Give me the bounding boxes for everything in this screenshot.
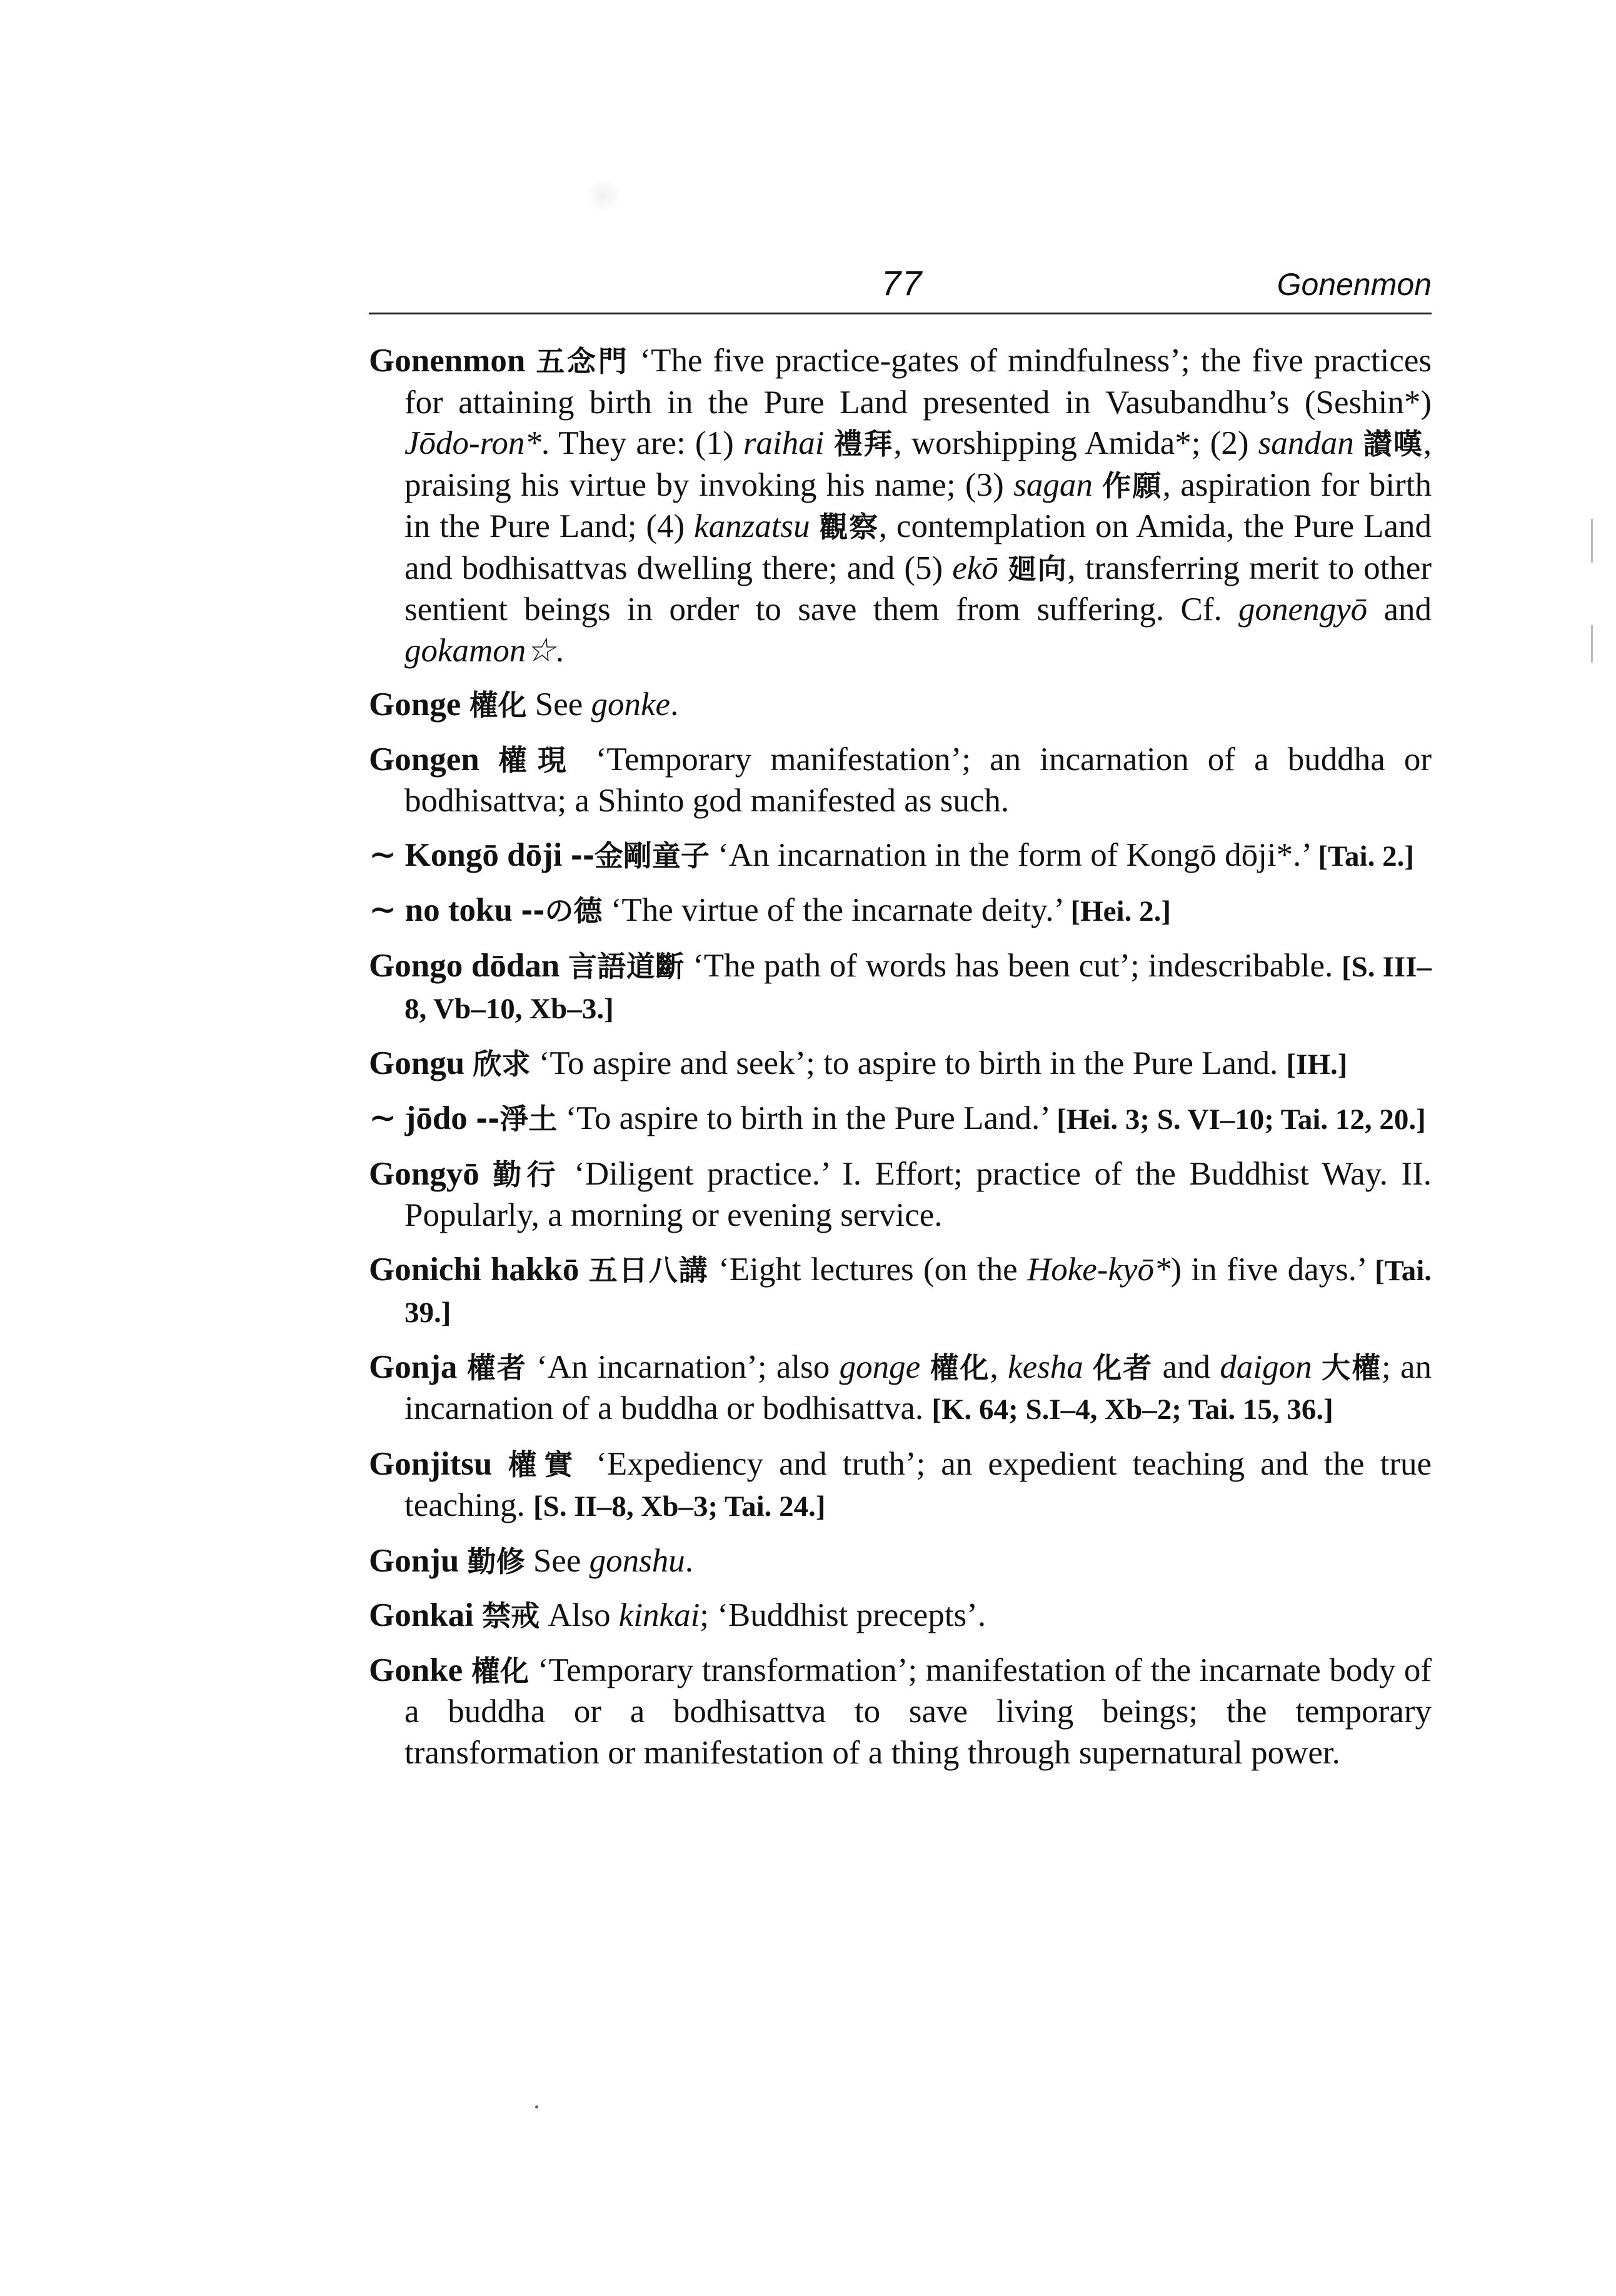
cross-reference: gonke <box>591 686 671 723</box>
entry-gongyo <box>369 1154 1432 1236</box>
definition-text: . <box>555 632 565 669</box>
italic-term: gokamon☆ <box>404 632 556 669</box>
kanji: 權化 <box>471 1653 529 1688</box>
kanji: --の德 <box>521 894 603 928</box>
definition-text: ; an incarnation of a buddha or bodhisattva. <box>404 1348 1432 1426</box>
definition-text: , aspiration for birth in the Pure Land; (4) <box>404 466 1432 544</box>
headword: Gonja <box>369 1348 458 1385</box>
kanji: 權現 <box>498 743 577 777</box>
source-reference: [Tai. 2.] <box>1318 840 1414 873</box>
headword: no toku <box>396 892 513 928</box>
kanji: 欣求 <box>473 1046 531 1081</box>
definition-text: and <box>1153 1348 1220 1385</box>
definition-text: ‘To aspire and seek’; to aspire to birth in the Pure Land. <box>530 1045 1287 1081</box>
italic-term: daigon <box>1220 1348 1312 1385</box>
headword: Gonenmon <box>369 343 526 379</box>
definition-text: ‘To aspire to birth in the Pure Land.’ <box>557 1100 1057 1136</box>
definition-text: See <box>524 1542 590 1579</box>
definition-text: ‘Temporary transformation’; manifestation of the incarnate body of a buddha or a bodhisattva to save living beings; the temporary transformation or manifestation of a thing through supernatural power. <box>404 1652 1432 1771</box>
scan-smudge <box>581 181 625 209</box>
header-rule <box>369 313 1432 314</box>
definition-text: . They are: (1) <box>541 425 743 461</box>
scan-speck <box>535 2105 538 2108</box>
italic-term: gonengyō <box>1238 591 1368 628</box>
definition-text: ‘Temporary manifestation’; an incarnation of a buddha or bodhisattva; a Shinto god manifested as such. <box>404 741 1432 819</box>
subentry-no-toku <box>369 890 1432 933</box>
definition-text: , transferring merit to other sentient beings in order to save them from suffering. Cf. <box>404 549 1432 628</box>
kanji: 權化 <box>469 688 527 722</box>
definition-text: , praising his virtue by invoking his name; (3) <box>404 425 1432 503</box>
headword: Gonju <box>369 1542 459 1579</box>
definition-text: ‘An incarnation in the form of Kongō dōji*.’ <box>709 836 1318 873</box>
headword: Gongu <box>369 1045 465 1081</box>
kanji: 大權 <box>1321 1350 1382 1385</box>
scan-edge-mark <box>1591 519 1593 563</box>
definition-text: ‘The five practice-gates of mindfulness’; the five practices for attaining birth in the Pure Land presented in Vasubandhu’s (Seshin*) <box>404 343 1432 421</box>
definition-text: ‘The virtue of the incarnate deity.’ <box>602 892 1071 928</box>
definition-text: ‘Diligent practice.’ I. Effort; practice of the Buddhist Way. II. Popularly, a morning or evening service. <box>404 1155 1432 1233</box>
entry-gonichi-hakko <box>369 1250 1432 1334</box>
entry-gonenmon <box>369 341 1432 671</box>
headword: Gonkai <box>369 1597 474 1633</box>
italic-term: Hoke-kyō* <box>1026 1251 1171 1288</box>
entry-gonju <box>369 1541 1432 1583</box>
italic-term: sandan <box>1258 425 1354 461</box>
definition-text: , worshipping Amida*; (2) <box>893 425 1258 461</box>
source-reference: [S. II–8, Xb–3; Tai. 24.] <box>533 1490 826 1523</box>
kanji: 作願 <box>1102 468 1163 503</box>
kanji: --淨土 <box>476 1102 558 1136</box>
headword: jōdo <box>396 1100 468 1136</box>
page-number: 77 <box>881 263 923 303</box>
kanji: 觀察 <box>819 510 879 544</box>
entry-gonjitsu <box>369 1444 1432 1528</box>
definition-text: See <box>526 686 591 723</box>
definition-text: ) in five days.’ <box>1170 1251 1375 1288</box>
running-head-word: Gonenmon <box>1277 267 1432 302</box>
kanji: 化者 <box>1093 1350 1153 1385</box>
italic-term: kanzatsu <box>694 508 810 544</box>
entry-gongen <box>369 739 1432 822</box>
entry-gongo-dodan <box>369 946 1432 1030</box>
headword: Gonjitsu <box>369 1445 493 1482</box>
italic-term: raihai <box>743 425 825 461</box>
tilde-mark: ∼ <box>369 836 397 873</box>
headword: Gongyō <box>369 1155 479 1192</box>
entry-gonkai <box>369 1595 1432 1637</box>
kanji: 五念門 <box>536 344 630 378</box>
source-reference: [IH.] <box>1286 1048 1348 1081</box>
kanji: 權實 <box>508 1447 581 1481</box>
scan-edge-mark <box>1591 625 1593 663</box>
tilde-mark: ∼ <box>369 1100 397 1136</box>
kanji: 勤修 <box>467 1544 525 1578</box>
definition-text: ‘Expediency and truth’; an expedient teaching and the true teaching. <box>404 1445 1432 1523</box>
definition-text: ‘An incarnation’; also <box>526 1348 840 1385</box>
definition-text: Also <box>540 1597 619 1633</box>
tilde-mark: ∼ <box>369 892 397 928</box>
headword: Gongo dōdan <box>369 947 560 984</box>
headword: Gongen <box>369 741 479 778</box>
kanji: 五日八講 <box>588 1253 709 1287</box>
kanji: 言語道斷 <box>568 949 685 983</box>
definition-text: , <box>990 1348 1008 1385</box>
italic-term: sagan <box>1013 466 1093 503</box>
headword: Gonge <box>369 686 461 723</box>
italic-term: kinkai <box>618 1597 700 1633</box>
definition-text: , contemplation on Amida, the Pure Land and bodhisattvas dwelling there; and (5) <box>404 508 1432 586</box>
kanji: 權者 <box>466 1350 527 1385</box>
subentry-kongo-doji <box>369 835 1432 878</box>
entry-gongu <box>369 1043 1432 1086</box>
italic-term: ekō <box>952 549 998 586</box>
cross-reference: gonshu <box>589 1542 685 1579</box>
entry-gonja <box>369 1347 1432 1431</box>
source-reference: [Hei. 3; S. VI–10; Tai. 12, 20.] <box>1056 1103 1426 1136</box>
headword: Gonichi hakkō <box>369 1251 580 1288</box>
kanji: 禮拜 <box>833 427 894 461</box>
entry-gonke <box>369 1650 1432 1774</box>
definition-text: ‘The path of words has been cut’; indescribable. <box>684 947 1342 984</box>
definition-text: . <box>685 1542 693 1579</box>
entry-list <box>369 341 1432 1787</box>
italic-term: Jōdo-ron* <box>404 425 541 461</box>
entry-gonge <box>369 684 1432 726</box>
kanji: 權化 <box>930 1350 990 1385</box>
kanji: 讃嘆 <box>1363 427 1423 461</box>
kanji: 廻向 <box>1007 551 1068 586</box>
source-reference: [K. 64; S.I–4, Xb–2; Tai. 15, 36.] <box>931 1393 1333 1426</box>
source-reference: [S. III–8, Vb–10, Xb–3.] <box>404 950 1432 1025</box>
kanji: --金剛童子 <box>570 838 710 873</box>
italic-term: kesha <box>1008 1348 1083 1385</box>
definition-text: . <box>670 686 679 723</box>
definition-text: ‘Eight lectures (on the <box>708 1251 1027 1288</box>
source-reference: [Hei. 2.] <box>1070 895 1171 928</box>
subentry-gongu-jodo <box>369 1098 1432 1141</box>
definition-text: ; ‘Buddhist precepts’. <box>700 1597 986 1633</box>
kanji: 禁戒 <box>482 1599 540 1633</box>
headword: Gonke <box>369 1652 463 1688</box>
headword: Kongō dōji <box>396 836 563 873</box>
running-head <box>369 263 1432 306</box>
italic-term: gonge <box>839 1348 921 1385</box>
kanji: 勤行 <box>493 1157 561 1191</box>
source-reference: [Tai. 39.] <box>404 1254 1432 1329</box>
definition-text: and <box>1367 591 1432 628</box>
